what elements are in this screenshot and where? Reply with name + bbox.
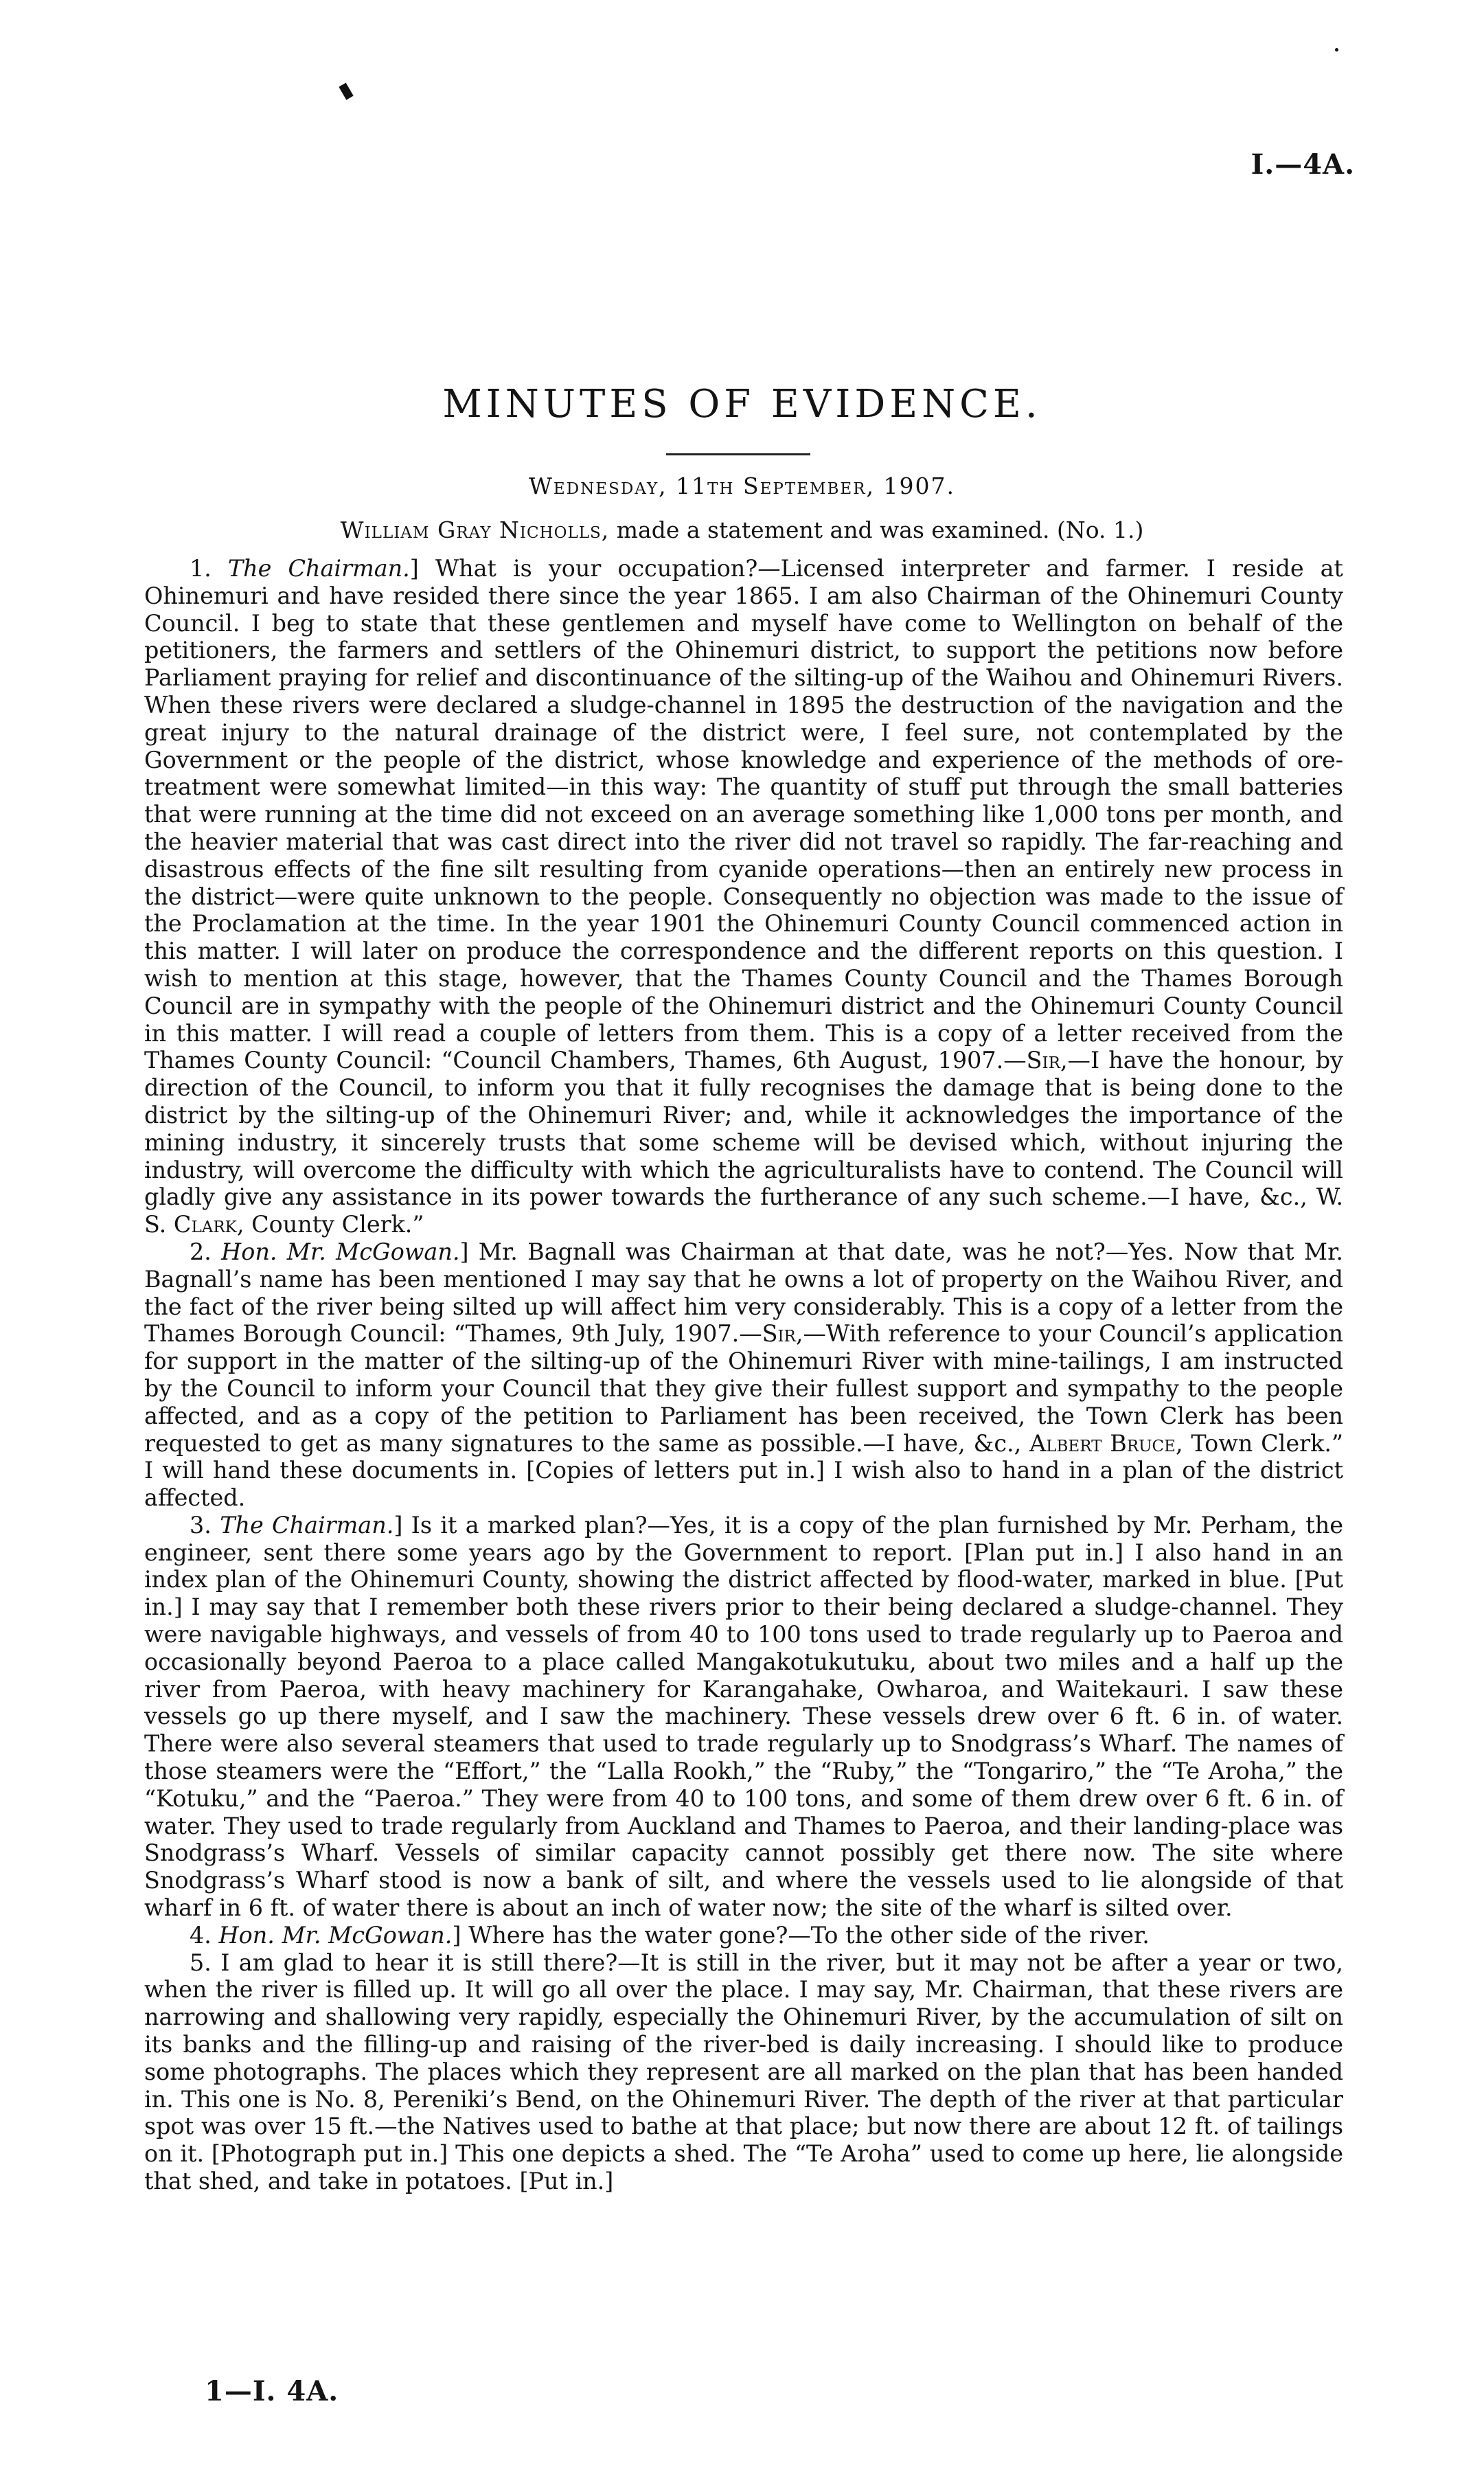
paragraph-text: ] Mr. Bagnall was Chairman at that date, was he not?—Yes. Now that Mr. Bagnall’s name has been mentioned I may say that he owns a lot of property on the Waihou River, and the fact of the river being silted up will affect him very considerably. This is a copy of a letter from the Thames Borough Council: “Thames, 9th July, 1907.—: [144, 1238, 1343, 1348]
title-divider: [666, 453, 810, 455]
witness-statement: made a statement and was examined. (No. 1.): [609, 517, 1144, 543]
questioner: Hon. Mr. McGowan.: [221, 1238, 460, 1265]
question-number: 1.: [190, 555, 212, 582]
question-number: 5.: [190, 1949, 212, 1976]
signatory: W. S. Clark: [144, 1183, 1343, 1238]
paragraph-text: ] Where has the water gone?—To the other side of the river.: [452, 1921, 1150, 1949]
paragraph-text: ,—With reference to your Council’s application for support in the matter of the silting-up of the Ohinemuri River with mine-tailings, I am instructed by the Council to inform your Council that they give their fullest support and sympathy to the people affected, and as a copy of the petition to Parliament has been received, the Town Clerk has been requested to get as many signatures to the same as possible.—I have, &c.,: [144, 1320, 1343, 1457]
questioner: Hon. Mr. McGowan.: [218, 1921, 453, 1949]
evidence-paragraph-5: [144, 1949, 1343, 2195]
salutation: Sir: [1026, 1047, 1060, 1074]
page-reference: I.—4A.: [1251, 148, 1355, 181]
question-number: 3.: [190, 1511, 212, 1539]
evidence-body: [144, 555, 1343, 2195]
paragraph-text: , County Clerk.”: [236, 1211, 424, 1238]
paragraph-text: I am glad to hear it is still there?—It is still in the river, but it may not be after a year or two, when the river is filled up. It will go all over the place. I may say, Mr. Chairman, that these rivers are narrowing and shallowing very rapidly, especially the Ohinemuri River, by the accumulation of silt on its banks and the filling-up and raising of the river-bed is daily increasing. I should like to produce some photographs. The places which they represent are all marked on the plan that has been handed in. This one is No. 8, Pereniki’s Bend, on the Ohinemuri River. The depth of the river at that particular spot was over 15 ft.—the Natives used to bathe at that place; but now there are about 12 ft. of tailings on it. [Photograph put in.] This one depicts a shed. The “Te Aroha” used to come up here, lie alongside that shed, and take in potatoes. [Put in.]: [144, 1949, 1344, 2195]
witness-line: [0, 517, 1484, 543]
paragraph-text: , Town Clerk.” I will hand these documents in. [Copies of letters put in.] I wish also to hand in a plan of the district affected.: [144, 1429, 1344, 1512]
footer-reference: 1—I. 4A.: [205, 2375, 339, 2407]
evidence-paragraph-1: [144, 555, 1343, 1238]
paragraph-text: ] What is your occupation?—Licensed interpreter and farmer. I reside at Ohinemuri and have resided there since the year 1865. I am also Chairman of the Ohinemuri County Council. I beg to state that these gentlemen and myself have come to Wellington on behalf of the petitioners, the farmers and settlers of the Ohinemuri district, to support the petitions now before Parliament praying for relief and discontinuance of the silting-up of the Waihou and Ohinemuri Rivers. When these rivers were declared a sludge-channel in 1895 the destruction of the navigation and the great injury to the natural drainage of the district were, I feel sure, not contemplated by the Government or the people of the district, whose knowledge and experience of the methods of ore-treatment were somewhat limited—in this way: The quantity of stuff put through the small batteries that were running at the time did not exceed on an average something like 1,000 tons per month, and the heavier material that was cast direct into the river did not travel so rapidly. The far-reaching and disastrous effects of the fine silt resulting from cyanide operations—then an entirely new process in the district—were quite unknown to the people. Consequently no objection was made to the issue of the Proclamation at the time. In the year 1901 the Ohinemuri County Council commenced action in this matter. I will later on produce the correspondence and the different reports on this question. I wish to mention at this stage, however, that the Thames County Council and the Thames Borough Council are in sympathy with the people of the Ohinemuri district and the Ohinemuri County Council in this matter. I will read a couple of letters from them. This is a copy of a letter received from the Thames County Council: “Council Chambers, Thames, 6th August, 1907.—: [144, 555, 1343, 1074]
scan-dot: [1335, 48, 1338, 52]
questioner: The Chairman.: [227, 555, 410, 582]
signatory: Albert Bruce: [1029, 1429, 1176, 1457]
evidence-paragraph-2: [144, 1238, 1343, 1512]
date-line: Wednesday, 11th September, 1907.: [529, 473, 955, 499]
scan-mark: [339, 82, 353, 100]
witness-name: William Gray Nicholls,: [340, 517, 610, 543]
paragraph-text: ] Is it a marked plan?—Yes, it is a copy of the plan furnished by Mr. Perham, the engineer, sent there some years ago by the Government to report. [Plan put in.] I also hand in an index plan of the Ohinemuri County, showing the district affected by flood-water, marked in blue. [Put in.] I may say that I remember both these rivers prior to their being declared a sludge-channel. They were navigable highways, and vessels of from 40 to 100 tons used to trade regularly up to Paeroa and occasionally beyond Paeroa to a place called Mangakotukutuku, about two miles and a half up the river from Paeroa, with heavy machinery for Karangahake, Owharoa, and Waitekauri. I saw these vessels go up there myself, and I saw the machinery. These vessels drew over 6 ft. 6 in. of water. There were also several steamers that used to trade regularly up to Snodgrass’s Wharf. The names of those steamers were the “Effort,” the “Lalla Rookh,” the “Ruby,” the “Tongariro,” the “Te Aroha,” the “Kotuku,” and the “Paeroa.” They were from 40 to 100 tons, and some of them drew over 6 ft. 6 in. of water. They used to trade regularly from Auckland and Thames to Paeroa, and their landing-place was Snodgrass’s Wharf. Vessels of similar capacity cannot possibly get there now. The site where Snodgrass’s Wharf stood is now a bank of silt, and where the vessels used to lie alongside of that wharf in 6 ft. of water there is about an inch of water now; the site of the wharf is silted over.: [144, 1511, 1343, 1922]
salutation: Sir: [762, 1320, 796, 1348]
document-title: MINUTES OF EVIDENCE.: [442, 382, 1042, 427]
question-number: 4.: [190, 1921, 212, 1949]
evidence-paragraph-4: [144, 1922, 1343, 1949]
questioner: The Chairman.: [220, 1511, 394, 1539]
paragraph-text: ,—I have the honour, by direction of the Council, to inform you that it fully recognises the damage that is being done to the district by the silting-up of the Ohinemuri River; and, while it acknowledges the importance of the mining industry, it sincerely trusts that some scheme will be devised which, without injuring the industry, will overcome the difficulty with which the agriculturalists have to contend. The Council will gladly give any assistance in its power towards the furtherance of any such scheme.—I have, &c.,: [144, 1047, 1343, 1211]
question-number: 2.: [190, 1238, 212, 1265]
evidence-paragraph-3: [144, 1512, 1343, 1922]
